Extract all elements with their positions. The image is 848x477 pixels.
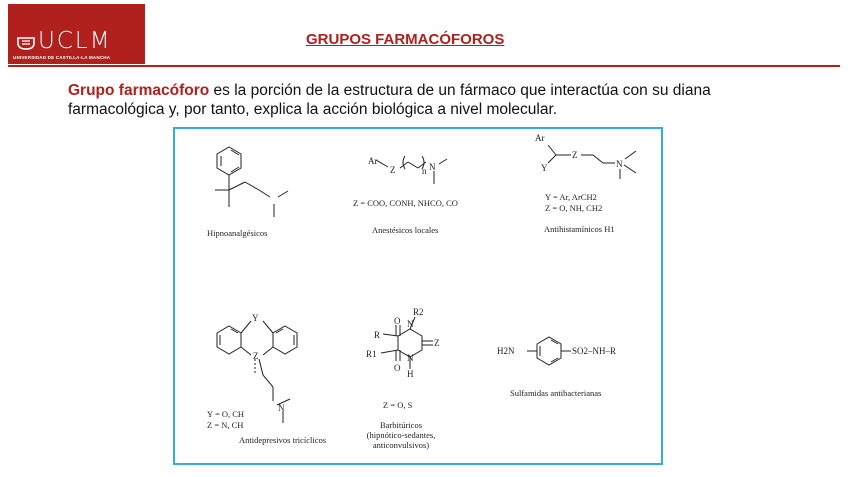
header-divider — [8, 65, 840, 67]
atom-ar: Ar — [535, 133, 545, 143]
atom-o-bottom: O — [394, 363, 401, 373]
pharmacophore-figure — [173, 127, 663, 465]
sulfonamide-structure — [527, 337, 571, 365]
atom-r2: R2 — [413, 307, 424, 317]
atom-n-sub: n — [422, 166, 427, 176]
atom-n1: N — [407, 319, 414, 329]
caption-hypnoanalgesics: Hipnoanalgésicos — [207, 228, 268, 238]
atom-y: Y — [252, 313, 259, 323]
note-tricyclics-2: Z = N, CH — [207, 420, 244, 430]
caption-local-anesthetics: Anestésicos locales — [372, 225, 439, 235]
atom-z: Z — [572, 150, 578, 160]
caption-barbiturates-3: anticonvulsivos) — [372, 440, 430, 450]
atom-n: N — [278, 403, 285, 413]
intro-text: es la porción de la estructura de un fármaco que interactúa con su diana farmacológica y, por tanto, explica la acción biológica a nivel molecular. — [68, 82, 711, 118]
page-title: GRUPOS FARMACÓFOROS — [306, 31, 505, 48]
atom-so2-nh-r: SO2–NH–R — [572, 346, 617, 356]
atom-ar: Ar — [368, 156, 378, 166]
atom-r: R — [374, 330, 381, 340]
hypnoanalgesic-structure — [215, 147, 288, 217]
local-anesthetic-structure — [376, 156, 447, 184]
atom-h: H — [407, 369, 414, 379]
caption-antihistamines: Antihistamínicos H1 — [544, 224, 615, 234]
atom-z: Z — [434, 338, 440, 348]
note-tricyclics-1: Y = O, CH — [207, 409, 245, 419]
note-antihistamines-1: Y = Ar, ArCH2 — [545, 192, 597, 202]
intro-term: Grupo farmacóforo — [68, 82, 210, 99]
caption-sulfonamides: Sulfamidas antibacterianas — [510, 388, 602, 398]
note-barbiturates: Z = O, S — [383, 400, 413, 410]
caption-barbiturates-2: (hipnótico-sedantes, — [366, 430, 436, 440]
atom-n: N — [616, 159, 623, 169]
atom-o-top: O — [394, 316, 401, 326]
structures-drawing — [175, 129, 661, 463]
antihistamine-structure — [548, 145, 636, 179]
atom-n2: N — [407, 353, 414, 363]
caption-barbiturates-1: Barbitúricos — [379, 420, 423, 430]
crest-icon — [17, 36, 35, 50]
atom-z: Z — [390, 165, 396, 175]
tricyclic-structure — [217, 321, 297, 423]
atom-h2n: H2N — [497, 346, 515, 356]
atom-y: Y — [541, 163, 548, 173]
atom-n: N — [429, 162, 436, 172]
logo-wordmark: UCLM — [38, 28, 112, 54]
intro-paragraph — [68, 81, 768, 119]
caption-tricyclics: Antidepresivos tricíclicos — [239, 435, 327, 445]
atom-z: Z — [253, 351, 259, 361]
uclm-logo — [8, 4, 145, 64]
note-antihistamines-2: Z = O, NH, CH2 — [545, 203, 603, 213]
note-local-anesthetics: Z = COO, CONH, NHCO, CO — [353, 198, 458, 208]
atom-r1: R1 — [366, 349, 377, 359]
logo-subtitle: UNIVERSIDAD DE CASTILLA-LA MANCHA — [13, 55, 111, 60]
